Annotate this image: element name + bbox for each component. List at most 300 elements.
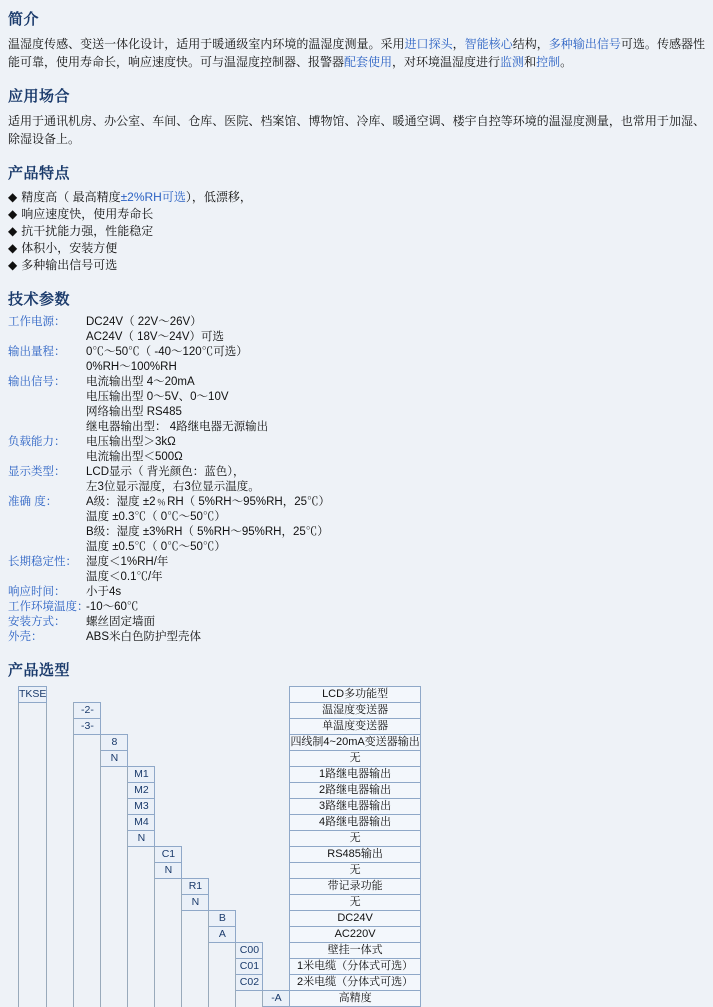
tech-param-subvalue: AC24V（ 18V～24V）可选 bbox=[86, 331, 225, 343]
table-row bbox=[19, 911, 421, 927]
selection-option-desc: 壁挂一体式 bbox=[290, 943, 420, 959]
selection-spacer bbox=[101, 719, 128, 735]
selection-spacer bbox=[19, 943, 47, 959]
selection-spacer bbox=[263, 831, 290, 847]
selection-spacer bbox=[128, 847, 155, 863]
tech-param-row bbox=[8, 615, 705, 630]
selection-spacer bbox=[263, 719, 290, 735]
table-row bbox=[19, 975, 421, 991]
selection-spacer bbox=[128, 991, 155, 1007]
selection-spacer bbox=[182, 799, 209, 815]
selection-option-desc: 四线制4~20mA变送器输出 bbox=[290, 735, 420, 751]
selection-spacer bbox=[101, 799, 128, 815]
selection-option-desc: 温湿度变送器 bbox=[290, 703, 420, 719]
selection-option-code: M1 bbox=[128, 767, 155, 783]
selection-spacer bbox=[47, 991, 74, 1007]
selection-spacer bbox=[47, 703, 74, 719]
tech-param-value: ABS米白色防护型壳体 bbox=[86, 631, 202, 643]
selection-spacer bbox=[236, 767, 263, 783]
selection-spacer bbox=[74, 991, 101, 1007]
selection-spacer bbox=[101, 975, 128, 991]
tech-param-row bbox=[8, 315, 705, 330]
selection-spacer bbox=[236, 687, 263, 703]
selection-spacer bbox=[209, 847, 236, 863]
selection-spacer bbox=[47, 735, 74, 751]
selection-spacer bbox=[236, 927, 263, 943]
selection-spacer bbox=[19, 783, 47, 799]
selection-spacer bbox=[101, 687, 128, 703]
selection-option-desc: 无 bbox=[290, 751, 420, 767]
selection-spacer bbox=[74, 943, 101, 959]
selection-spacer bbox=[155, 831, 182, 847]
selection-spacer bbox=[209, 735, 236, 751]
selection-spacer bbox=[182, 911, 209, 927]
selection-spacer bbox=[263, 767, 290, 783]
intro-text: 结构， bbox=[512, 37, 549, 51]
intro-link[interactable]: 多种输出信号 bbox=[548, 37, 621, 51]
tech-param-subvalue: 电流输出型＜500Ω bbox=[86, 451, 183, 463]
selection-spacer bbox=[128, 863, 155, 879]
selection-option-desc: RS485输出 bbox=[290, 847, 420, 863]
selection-spacer bbox=[209, 767, 236, 783]
intro-link[interactable]: 进口探头 bbox=[404, 37, 453, 51]
selection-spacer bbox=[101, 895, 128, 911]
selection-spacer bbox=[155, 719, 182, 735]
selection-spacer bbox=[19, 767, 47, 783]
selection-spacer bbox=[128, 943, 155, 959]
section-title-selection: 产品选型 bbox=[8, 662, 71, 679]
selection-spacer bbox=[19, 911, 47, 927]
selection-spacer bbox=[182, 847, 209, 863]
tech-param-row bbox=[8, 345, 705, 360]
selection-spacer bbox=[19, 735, 47, 751]
selection-spacer bbox=[74, 975, 101, 991]
section-selection bbox=[8, 659, 705, 1007]
selection-spacer bbox=[209, 703, 236, 719]
selection-option-desc: AC220V bbox=[290, 927, 420, 943]
selection-option-desc: LCD多功能型 bbox=[290, 687, 420, 703]
section-features bbox=[8, 162, 705, 274]
selection-spacer bbox=[101, 911, 128, 927]
selection-spacer bbox=[47, 847, 74, 863]
selection-spacer bbox=[182, 831, 209, 847]
selection-spacer bbox=[101, 847, 128, 863]
selection-spacer bbox=[128, 911, 155, 927]
selection-spacer bbox=[47, 783, 74, 799]
selection-spacer bbox=[182, 687, 209, 703]
table-row bbox=[19, 783, 421, 799]
selection-spacer bbox=[263, 927, 290, 943]
selection-option-code: -2- bbox=[74, 703, 101, 719]
table-row bbox=[19, 687, 421, 703]
selection-spacer bbox=[263, 895, 290, 911]
selection-option-desc: 单温度变送器 bbox=[290, 719, 420, 735]
intro-link[interactable]: 监测 bbox=[500, 55, 525, 69]
selection-option-code: M2 bbox=[128, 783, 155, 799]
table-row bbox=[19, 735, 421, 751]
selection-spacer bbox=[19, 991, 47, 1007]
feature-text: 抗干扰能力强，性能稳定 bbox=[21, 224, 154, 238]
selection-spacer bbox=[236, 863, 263, 879]
tech-param-subvalue: 网络输出型 RS485 bbox=[86, 406, 182, 418]
selection-spacer bbox=[236, 991, 263, 1007]
selection-spacer bbox=[128, 895, 155, 911]
tech-param-label: 安装方式： bbox=[8, 616, 66, 628]
selection-spacer bbox=[74, 847, 101, 863]
selection-spacer bbox=[236, 847, 263, 863]
feature-text: 多种输出信号可选 bbox=[21, 258, 118, 272]
selection-spacer bbox=[236, 799, 263, 815]
selection-option-code: N bbox=[155, 863, 182, 879]
intro-link[interactable]: 智能核心 bbox=[464, 37, 513, 51]
selection-spacer bbox=[74, 959, 101, 975]
tech-param-subvalue: 继电器输出型： 4路继电器无源输出 bbox=[86, 421, 269, 433]
selection-spacer bbox=[236, 815, 263, 831]
selection-option-code: C01 bbox=[236, 959, 263, 975]
selection-option-desc: 4路继电器输出 bbox=[290, 815, 420, 831]
tech-param-label: 输出信号： bbox=[8, 376, 66, 388]
selection-option-code: A bbox=[209, 927, 236, 943]
tech-param-label: 准确 度： bbox=[8, 496, 58, 508]
selection-spacer bbox=[47, 831, 74, 847]
intro-link[interactable]: 配套使用 bbox=[344, 55, 393, 69]
tech-param-label: 工作电源： bbox=[8, 316, 66, 328]
selection-spacer bbox=[19, 831, 47, 847]
selection-spacer bbox=[263, 703, 290, 719]
diamond-bullet-icon: ◆ bbox=[8, 190, 18, 204]
selection-spacer bbox=[101, 927, 128, 943]
selection-spacer bbox=[19, 927, 47, 943]
selection-spacer bbox=[101, 767, 128, 783]
selection-spacer bbox=[155, 943, 182, 959]
selection-spacer bbox=[128, 975, 155, 991]
selection-spacer bbox=[47, 927, 74, 943]
selection-option-code: B bbox=[209, 911, 236, 927]
tech-param-row bbox=[8, 585, 705, 600]
tech-param-value: -10～60℃ bbox=[86, 601, 139, 613]
tech-param-subvalue: B级：湿度 ±3%RH（ 5%RH～95%RH，25℃） bbox=[86, 526, 329, 538]
selection-spacer bbox=[263, 847, 290, 863]
selection-spacer bbox=[74, 687, 101, 703]
feature-text: 响应速度快，使用寿命长 bbox=[21, 207, 154, 221]
selection-spacer bbox=[263, 783, 290, 799]
selection-spacer bbox=[263, 735, 290, 751]
selection-spacer bbox=[74, 735, 101, 751]
selection-spacer bbox=[74, 783, 101, 799]
selection-spacer bbox=[182, 927, 209, 943]
feature-item bbox=[8, 257, 705, 274]
tech-param-label: 输出量程： bbox=[8, 346, 66, 358]
tech-param-label: 长期稳定性： bbox=[8, 556, 77, 568]
selection-option-code: N bbox=[101, 751, 128, 767]
intro-paragraph bbox=[8, 35, 705, 71]
table-row bbox=[19, 831, 421, 847]
feature-list bbox=[8, 189, 705, 274]
section-title-application: 应用场合 bbox=[8, 88, 71, 105]
tech-param-subvalue: 0%RH～100%RH bbox=[86, 361, 177, 373]
selection-spacer bbox=[155, 783, 182, 799]
selection-spacer bbox=[47, 687, 74, 703]
selection-option-code: 8 bbox=[101, 735, 128, 751]
selection-spacer bbox=[263, 751, 290, 767]
selection-spacer bbox=[263, 975, 290, 991]
selection-spacer bbox=[128, 735, 155, 751]
tech-param-value: A级：湿度 ±2﹪RH（ 5%RH～95%RH，25℃） bbox=[86, 496, 331, 508]
selection-spacer bbox=[155, 895, 182, 911]
selection-spacer bbox=[182, 735, 209, 751]
tech-param-row bbox=[8, 465, 705, 480]
tech-param-list bbox=[8, 315, 705, 645]
tech-param-value: 电流输出型 4～20mA bbox=[86, 376, 195, 388]
tech-param-value: DC24V（ 22V～26V） bbox=[86, 316, 202, 328]
tech-param-value: 电压输出型＞3kΩ bbox=[86, 436, 176, 448]
selection-spacer bbox=[47, 975, 74, 991]
tech-param-row bbox=[8, 630, 705, 645]
intro-text: 。 bbox=[560, 55, 573, 69]
selection-spacer bbox=[19, 719, 47, 735]
selection-spacer bbox=[236, 719, 263, 735]
selection-spacer bbox=[209, 783, 236, 799]
selection-spacer bbox=[209, 799, 236, 815]
selection-spacer bbox=[182, 719, 209, 735]
diamond-bullet-icon: ◆ bbox=[8, 258, 18, 272]
section-intro bbox=[8, 8, 705, 71]
selection-spacer bbox=[74, 767, 101, 783]
tech-param-row bbox=[8, 555, 705, 570]
selection-spacer bbox=[263, 863, 290, 879]
feature-text: 精度高（ 最高精度 bbox=[21, 190, 121, 204]
selection-spacer bbox=[209, 895, 236, 911]
selection-option-desc: 2路继电器输出 bbox=[290, 783, 420, 799]
selection-spacer bbox=[263, 815, 290, 831]
selection-spacer bbox=[155, 927, 182, 943]
selection-spacer bbox=[47, 815, 74, 831]
selection-table bbox=[18, 686, 421, 1007]
tech-param-subvalue: 温度 ±0.5℃（ 0℃～50℃） bbox=[86, 541, 226, 553]
selection-option-code: N bbox=[128, 831, 155, 847]
tech-param-value: 小于4s bbox=[86, 586, 122, 598]
selection-spacer bbox=[155, 767, 182, 783]
intro-text: 和 bbox=[524, 55, 537, 69]
selection-spacer bbox=[182, 943, 209, 959]
table-row bbox=[19, 879, 421, 895]
selection-spacer bbox=[19, 799, 47, 815]
selection-spacer bbox=[19, 847, 47, 863]
selection-option-desc: 1路继电器输出 bbox=[290, 767, 420, 783]
feature-item bbox=[8, 206, 705, 223]
section-tech bbox=[8, 288, 705, 645]
selection-spacer bbox=[236, 783, 263, 799]
selection-spacer bbox=[74, 879, 101, 895]
selection-spacer bbox=[155, 911, 182, 927]
selection-option-code: -3- bbox=[74, 719, 101, 735]
feature-link[interactable]: ±2%RH可选 bbox=[120, 190, 186, 204]
diamond-bullet-icon: ◆ bbox=[8, 207, 18, 221]
selection-spacer bbox=[155, 815, 182, 831]
selection-spacer bbox=[47, 767, 74, 783]
table-row bbox=[19, 943, 421, 959]
selection-spacer bbox=[209, 943, 236, 959]
selection-option-code: R1 bbox=[182, 879, 209, 895]
selection-option-desc: 3路继电器输出 bbox=[290, 799, 420, 815]
selection-spacer bbox=[47, 959, 74, 975]
selection-spacer bbox=[101, 815, 128, 831]
selection-option-code: C00 bbox=[236, 943, 263, 959]
selection-spacer bbox=[155, 687, 182, 703]
selection-spacer bbox=[47, 879, 74, 895]
selection-spacer bbox=[182, 751, 209, 767]
intro-text: 可选。传感器性能可靠，使用寿命长，响应速度快。可与温湿度控制器、报警器 bbox=[8, 37, 705, 69]
selection-option-desc: 无 bbox=[290, 831, 420, 847]
selection-spacer bbox=[182, 767, 209, 783]
selection-spacer bbox=[101, 783, 128, 799]
selection-spacer bbox=[263, 911, 290, 927]
selection-spacer bbox=[47, 911, 74, 927]
selection-spacer bbox=[101, 879, 128, 895]
selection-spacer bbox=[209, 831, 236, 847]
selection-spacer bbox=[47, 895, 74, 911]
selection-spacer bbox=[236, 751, 263, 767]
selection-spacer bbox=[128, 959, 155, 975]
selection-option-desc: 高精度 bbox=[290, 991, 420, 1007]
selection-spacer bbox=[209, 751, 236, 767]
selection-spacer bbox=[236, 911, 263, 927]
selection-option-desc: 1米电缆（分体式可选） bbox=[290, 959, 420, 975]
selection-spacer bbox=[47, 719, 74, 735]
section-title-features: 产品特点 bbox=[8, 165, 71, 182]
selection-option-desc: 带记录功能 bbox=[290, 879, 420, 895]
selection-spacer bbox=[19, 895, 47, 911]
selection-spacer bbox=[209, 879, 236, 895]
selection-option-desc: 2米电缆（分体式可选） bbox=[290, 975, 420, 991]
selection-option-desc: 无 bbox=[290, 863, 420, 879]
selection-spacer bbox=[182, 975, 209, 991]
selection-root-code: TKSE bbox=[19, 687, 47, 703]
tech-param-subvalue: 左3位显示湿度，右3位显示温度。 bbox=[86, 481, 260, 493]
table-row bbox=[19, 703, 421, 719]
selection-spacer bbox=[155, 735, 182, 751]
table-row bbox=[19, 799, 421, 815]
selection-spacer bbox=[19, 751, 47, 767]
selection-spacer bbox=[209, 959, 236, 975]
table-row bbox=[19, 959, 421, 975]
selection-spacer bbox=[101, 959, 128, 975]
selection-spacer bbox=[128, 879, 155, 895]
selection-spacer bbox=[182, 783, 209, 799]
table-row bbox=[19, 895, 421, 911]
selection-spacer bbox=[19, 815, 47, 831]
selection-spacer bbox=[19, 879, 47, 895]
tech-param-value: LCD显示（ 背光颜色：蓝色）， bbox=[86, 466, 245, 478]
selection-spacer bbox=[209, 719, 236, 735]
tech-param-label: 外壳： bbox=[8, 631, 43, 643]
table-row bbox=[19, 719, 421, 735]
selection-option-code: M3 bbox=[128, 799, 155, 815]
tech-param-value: 湿度＜1%RH/年 bbox=[86, 556, 169, 568]
tech-param-subvalue: 温度＜0.1℃/年 bbox=[86, 571, 163, 583]
intro-text: ，对环境温湿度进行 bbox=[392, 55, 501, 69]
selection-spacer bbox=[263, 943, 290, 959]
selection-table-wrap bbox=[8, 686, 705, 1007]
selection-option-code: M4 bbox=[128, 815, 155, 831]
selection-spacer bbox=[236, 831, 263, 847]
selection-spacer bbox=[155, 991, 182, 1007]
table-row bbox=[19, 847, 421, 863]
selection-spacer bbox=[101, 831, 128, 847]
selection-spacer bbox=[101, 943, 128, 959]
intro-text: ， bbox=[452, 37, 465, 51]
selection-spacer bbox=[74, 895, 101, 911]
tech-param-label: 显示类型： bbox=[8, 466, 66, 478]
selection-spacer bbox=[74, 927, 101, 943]
selection-spacer bbox=[155, 959, 182, 975]
selection-spacer bbox=[182, 991, 209, 1007]
table-row bbox=[19, 863, 421, 879]
table-row bbox=[19, 767, 421, 783]
section-title-tech: 技术参数 bbox=[8, 291, 71, 308]
tech-param-row bbox=[8, 435, 705, 450]
selection-spacer bbox=[101, 863, 128, 879]
tech-param-row bbox=[8, 375, 705, 390]
feature-item bbox=[8, 240, 705, 257]
selection-spacer bbox=[155, 703, 182, 719]
table-row bbox=[19, 991, 421, 1007]
tech-param-label: 负载能力： bbox=[8, 436, 66, 448]
feature-text: 体积小，安装方便 bbox=[21, 241, 118, 255]
feature-item bbox=[8, 189, 705, 206]
selection-spacer bbox=[155, 879, 182, 895]
table-row bbox=[19, 927, 421, 943]
selection-spacer bbox=[263, 879, 290, 895]
selection-option-desc: DC24V bbox=[290, 911, 420, 927]
selection-spacer bbox=[128, 703, 155, 719]
selection-option-code: C02 bbox=[236, 975, 263, 991]
selection-spacer bbox=[19, 959, 47, 975]
selection-spacer bbox=[74, 815, 101, 831]
selection-option-code: C1 bbox=[155, 847, 182, 863]
selection-spacer bbox=[263, 687, 290, 703]
selection-spacer bbox=[19, 975, 47, 991]
selection-spacer bbox=[47, 943, 74, 959]
selection-option-desc: 无 bbox=[290, 895, 420, 911]
intro-link[interactable]: 控制 bbox=[536, 55, 561, 69]
selection-spacer bbox=[47, 799, 74, 815]
selection-spacer bbox=[128, 719, 155, 735]
selection-spacer bbox=[182, 703, 209, 719]
tech-param-value: 螺丝固定墙面 bbox=[86, 616, 155, 628]
tech-param-subvalue: 电压输出型 0～5V、0～10V bbox=[86, 391, 229, 403]
selection-spacer bbox=[155, 799, 182, 815]
tech-param-label: 响应时间： bbox=[8, 586, 66, 598]
selection-spacer bbox=[128, 751, 155, 767]
selection-spacer bbox=[209, 815, 236, 831]
tech-param-subvalue: 温度 ±0.3℃（ 0℃～50℃） bbox=[86, 511, 226, 523]
diamond-bullet-icon: ◆ bbox=[8, 224, 18, 238]
selection-spacer bbox=[182, 815, 209, 831]
selection-spacer bbox=[236, 703, 263, 719]
selection-spacer bbox=[209, 975, 236, 991]
selection-spacer bbox=[182, 863, 209, 879]
selection-spacer bbox=[236, 735, 263, 751]
section-title-intro: 简介 bbox=[8, 11, 40, 28]
application-paragraph: 适用于通讯机房、办公室、车间、仓库、医院、档案馆、博物馆、冷库、暖通空调、楼宇自控等环境的温湿度测量，也常用于加湿、除湿设备上。 bbox=[8, 114, 705, 146]
selection-spacer bbox=[19, 703, 47, 719]
selection-spacer bbox=[74, 831, 101, 847]
selection-spacer bbox=[209, 687, 236, 703]
table-row bbox=[19, 751, 421, 767]
section-application bbox=[8, 85, 705, 148]
selection-spacer bbox=[209, 991, 236, 1007]
